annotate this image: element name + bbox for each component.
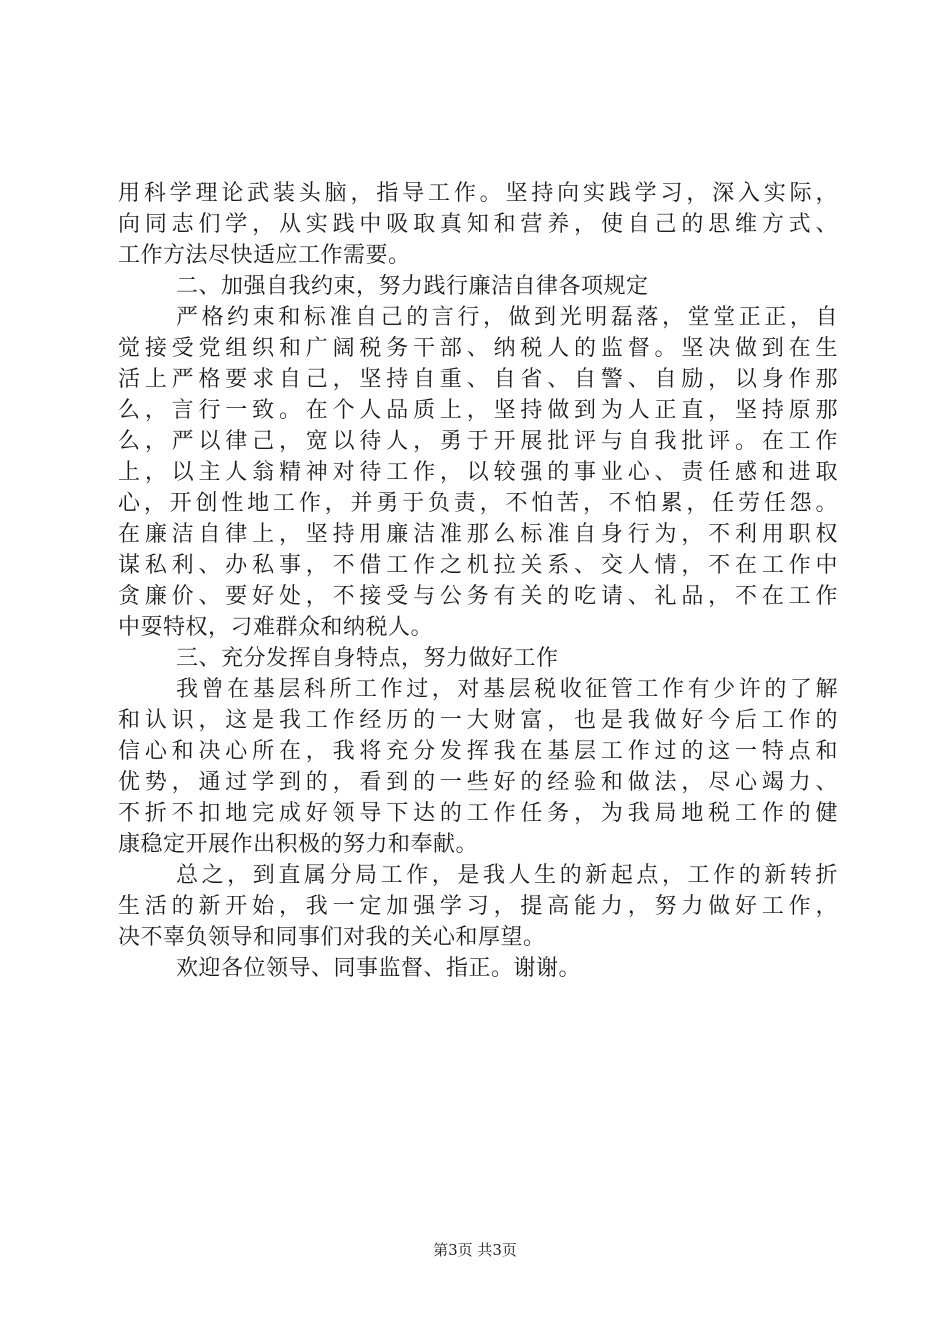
text-line: 信心和决心所在，我将充分发挥我在基层工作过的这一特点和 (118, 739, 838, 764)
text-line: 生活的新开始，我一定加强学习，提高能力，努力做好工作， (118, 894, 838, 919)
text-line: 三、充分发挥自身特点，努力做好工作 (176, 646, 559, 671)
text-line: 么，言行一致。在个人品质上，坚持做到为人正直，坚持原那 (118, 398, 838, 423)
text-line: 我曾在基层科所工作过，对基层税收征管工作有少许的了解 (176, 677, 838, 702)
text-line: 用科学理论武装头脑，指导工作。坚持向实践学习，深入实际， (118, 181, 838, 206)
text-line: 严格约束和标准自己的言行，做到光明磊落，堂堂正正，自 (176, 305, 838, 330)
text-line: 中耍特权，刁难群众和纳税人。 (118, 615, 434, 640)
text-line: 觉接受党组织和广阔税务干部、纳税人的监督。坚决做到在生 (118, 336, 838, 361)
text-line: 上，以主人翁精神对待工作，以较强的事业心、责任感和进取 (118, 460, 838, 485)
page-footer: 第3页 共3页 (433, 1241, 517, 1259)
text-line: 二、加强自我约束，努力践行廉洁自律各项规定 (176, 274, 649, 299)
text-line: 心，开创性地工作，并勇于负责，不怕苦，不怕累，任劳任怨。 (118, 491, 838, 516)
text-line: 活上严格要求自己，坚持自重、自省、自警、自励，以身作那 (118, 367, 838, 392)
text-line: 总之，到直属分局工作，是我人生的新起点，工作的新转折 (176, 863, 838, 888)
text-line: 不折不扣地完成好领导下达的工作任务，为我局地税工作的健 (118, 801, 838, 826)
text-line: 优势，通过学到的，看到的一些好的经验和做法，尽心竭力、 (118, 770, 838, 795)
text-line: 决不辜负领导和同事们对我的关心和厚望。 (118, 925, 546, 950)
text-line: 谋私利、办私事，不借工作之机拉关系、交人情，不在工作中 (118, 553, 838, 578)
text-line: 贪廉价、要好处，不接受与公务有关的吃请、礼品，不在工作 (118, 584, 838, 609)
text-line: 欢迎各位领导、同事监督、指正。谢谢。 (176, 956, 582, 981)
text-line: 和认识，这是我工作经历的一大财富，也是我做好今后工作的 (118, 708, 838, 733)
text-line: 在廉洁自律上，坚持用廉洁准那么标准自身行为，不利用职权 (118, 522, 838, 547)
text-line: 向同志们学，从实践中吸取真知和营养，使自己的思维方式、 (118, 212, 838, 237)
body-text (118, 178, 838, 984)
text-line: 么，严以律己，宽以待人，勇于开展批评与自我批评。在工作 (118, 429, 838, 454)
text-line: 工作方法尽快适应工作需要。 (118, 243, 411, 268)
text-line: 康稳定开展作出积极的努力和奉献。 (118, 832, 479, 857)
